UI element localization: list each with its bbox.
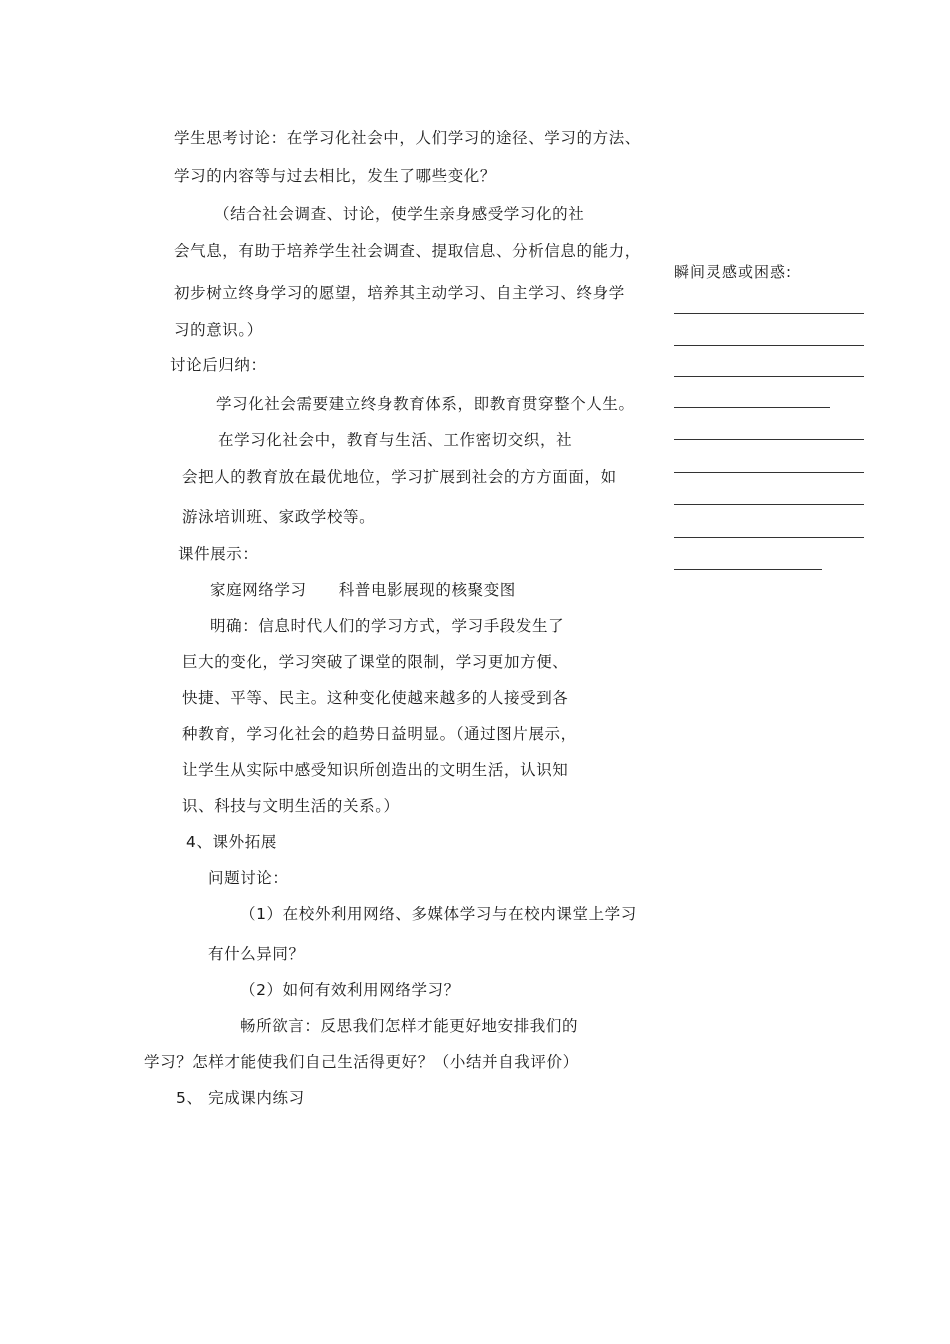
note-line[interactable]: [674, 376, 864, 377]
text-line: 会气息，有助于培养学生社会调查、提取信息、分析信息的能力，: [174, 242, 641, 260]
text-line: （2）如何有效利用网络学习？: [240, 981, 460, 999]
note-line[interactable]: [674, 537, 864, 538]
text-line: 快捷、平等、民主。这种变化使越来越多的人接受到各: [182, 689, 569, 707]
text-line: 家庭网络学习 科普电影展现的核聚变图: [210, 581, 516, 599]
text-line: 讨论后归纳：: [170, 356, 267, 374]
note-line[interactable]: [674, 569, 822, 570]
text-line: 游泳培训班、家政学校等。: [182, 508, 376, 526]
text-line: 习的意识。）: [174, 321, 263, 339]
text-line: 课件展示：: [178, 545, 259, 563]
text-line: 让学生从实际中感受知识所创造出的文明生活，认识知: [182, 761, 569, 779]
text-line: 会把人的教育放在最优地位，学习扩展到社会的方方面面，如: [182, 468, 617, 486]
text-line: 种教育，学习化社会的趋势日益明显。（通过图片展示，: [182, 725, 577, 743]
text-line: 初步树立终身学习的愿望，培养其主动学习、自主学习、终身学: [174, 284, 625, 302]
text-line: 学习化社会需要建立终身教育体系，即教育贯穿整个人生。: [216, 395, 635, 413]
text-line: 明确：信息时代人们的学习方式，学习手段发生了: [210, 617, 565, 635]
note-line[interactable]: [674, 504, 864, 505]
text-line: 学生思考讨论：在学习化社会中，人们学习的途径、学习的方法、: [174, 129, 641, 147]
note-line[interactable]: [674, 345, 864, 346]
section-heading: 4、课外拓展: [186, 833, 277, 851]
text-line: （结合社会调查、讨论，使学生亲身感受学习化的社: [214, 205, 585, 223]
text-line: 有什么异同？: [208, 945, 305, 963]
text-line: 巨大的变化，学习突破了课堂的限制，学习更加方便、: [182, 653, 569, 671]
note-line[interactable]: [674, 439, 864, 440]
text-line: 学习的内容等与过去相比，发生了哪些变化？: [174, 167, 497, 185]
note-line[interactable]: [674, 313, 864, 314]
notes-title: 瞬间灵感或困惑:: [674, 263, 793, 281]
text-line: 识、科技与文明生活的关系。）: [182, 797, 400, 815]
note-line[interactable]: [674, 472, 864, 473]
section-heading: 5、 完成课内练习: [176, 1089, 305, 1107]
text-line: （1）在校外利用网络、多媒体学习与在校内课堂上学习: [240, 905, 637, 923]
text-line: 在学习化社会中，教育与生活、工作密切交织，社: [218, 431, 573, 449]
text-line: 畅所欲言：反思我们怎样才能更好地安排我们的: [240, 1017, 579, 1035]
text-line: 学习？怎样才能使我们自己生活得更好？（小结并自我评价）: [144, 1053, 579, 1071]
text-line: 问题讨论：: [208, 869, 289, 887]
note-line[interactable]: [674, 407, 830, 408]
